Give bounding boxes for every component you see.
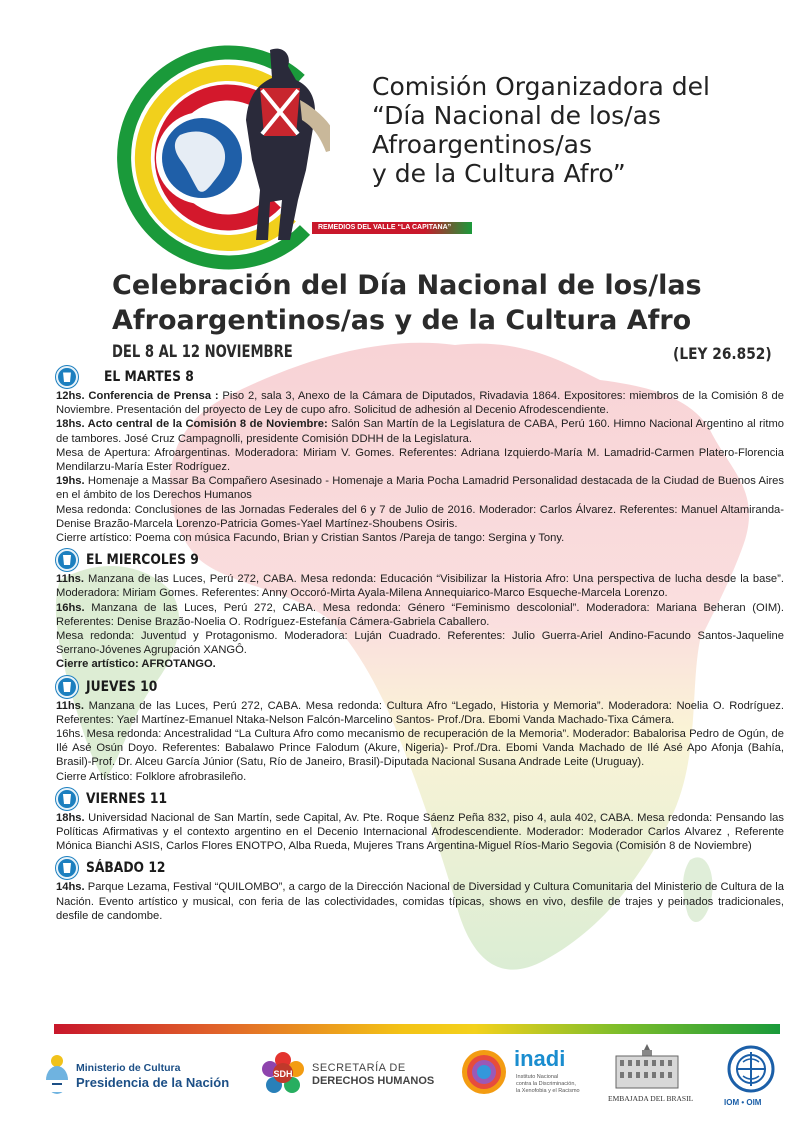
drum-icon (56, 857, 78, 879)
ministerio-cultura-logo (44, 1054, 244, 1104)
day-block-martes (56, 365, 784, 545)
day-label: SÁBADO 12 (86, 860, 166, 877)
event-text: Universidad Nacional de San Martín, sede Capital, Av. Pte. Roque Sáenz Peña 832, piso 4, aula 402, CABA. Mesa redonda: Pensando las Políticas Afirmativas y el contexto argentino en el Decenio Internacional Afrodescendiente. Moderador: Moderador Carlos Alvarez , Referente Mónica Bianchi ASIS, Carlos Flores ENOTPO, Alba Rueda, Mujeres Trans Argentina-Miguel Ríos-Mario Segovia (Comisión 8 de Noviembre) (56, 811, 784, 853)
sdh-line-1: SECRETARÍA DE (312, 1062, 406, 1074)
day-label: JUEVES 10 (86, 678, 158, 695)
event-time: 14hs. (56, 881, 85, 894)
event-text: Cierre Artístico: Folklore afrobrasileño. (56, 770, 247, 783)
event-dates: DEL 8 AL 12 NOVIEMBRE (112, 342, 293, 362)
event-text: Manzana de las Luces, Perú 272, CABA. Mesa redonda: Educación “Visibilizar la Historia Afro: Una perspectiva de lucha desde la base”. Moderadora: Miriam Gomes. Referentes: Anny Occoró-Mirta Ayala-Milena Annequiarico-Marco Esqueche-Marcela Lorenzo. (56, 573, 784, 600)
org-title-line: “Día Nacional de los/as (372, 101, 661, 130)
event-time: 18hs. Acto central de la Comisión 8 de Noviembre: (56, 418, 328, 431)
event-title (112, 268, 792, 338)
embajada-brasil-logo (608, 1042, 708, 1112)
organizing-commission-title (372, 72, 792, 188)
event-text: Manzana de las Luces, Perú 272, CABA. Mesa redonda: Género “Feminismo descolonial”. Moderadora: Mariana Beheran (OIM). Referentes: Denise Brazão-Noelia O. Rodríguez-Estefanía Cámera-Gabriela Caballero. (56, 601, 784, 628)
sponsor-logos (40, 1040, 784, 1120)
color-divider-bar (54, 1024, 780, 1034)
event-title-line-1: Celebración del Día Nacional de los/las (112, 270, 702, 301)
inadi-sub-3: la Xenofobia y el Racismo (516, 1088, 580, 1094)
event-paragraph (56, 572, 784, 600)
event-paragraph (56, 601, 784, 629)
event-paragraph (56, 699, 784, 727)
event-paragraph (56, 446, 784, 474)
commission-logo (100, 40, 330, 270)
event-time: 16hs. (56, 601, 85, 614)
embassy-building-icon (612, 1042, 682, 1090)
inadi-sub-2: contra la Discriminación, (516, 1081, 576, 1087)
sdh-badge-text: SDH (273, 1069, 293, 1079)
event-time: 18hs. (56, 811, 85, 824)
ministerio-line-1: Ministerio de Cultura (76, 1062, 181, 1074)
event-text: Salón San Martín de la Legislatura de CABA, Perú 160. Himno Nacional Argentino al ritmo de tambores. José Cruz Campagnolli, presidente Comisión DDHH de la Legislatura. (56, 418, 784, 445)
sdh-logo (260, 1050, 440, 1104)
event-paragraph (56, 389, 784, 417)
sdh-flower-icon (260, 1050, 306, 1096)
event-paragraph (56, 770, 784, 784)
day-label: EL MIERCOLES 9 (86, 552, 199, 569)
day-label: VIERNES 11 (86, 790, 168, 807)
day-block-jueves (56, 675, 784, 784)
event-time: 12hs. Conferencia de Prensa : (56, 390, 219, 402)
event-paragraph (56, 503, 784, 531)
ministerio-line-2: Presidencia de la Nación (76, 1075, 230, 1090)
event-text: Cierre artístico: Poema con música Facundo, Brian y Cristian Santos /Pareja de tango: Sergina y Tony. (56, 532, 565, 545)
event-text: Manzana de las Luces, Perú 272, CABA. Mesa redonda: Cultura Afro “Legado, Historia y Memoria”. Moderadora: Noelia O. Rodríguez. Referentes: Yael Martínez-Emanuel Ntaka-Nelson Falcón-Marcelino Santos- Prof./Dra. Ebomi Vanda Machado-Tixa Cámera. (56, 699, 784, 726)
ribbon-text: REMEDIOS DEL VALLE “LA CAPITANA” (318, 224, 452, 231)
day-header (56, 365, 784, 389)
event-time: 11hs. (56, 699, 84, 712)
sdh-line-2: DERECHOS HUMANOS (312, 1075, 435, 1087)
day-header (56, 787, 784, 811)
day-block-miercoles (56, 548, 784, 671)
day-label: EL MARTES 8 (104, 369, 194, 385)
event-paragraph (56, 417, 784, 445)
event-paragraph (56, 474, 784, 502)
event-paragraph (56, 629, 784, 657)
iom-logo (720, 1044, 782, 1112)
event-paragraph (56, 880, 784, 923)
day-block-sabado (56, 856, 784, 923)
drum-icon (56, 549, 78, 571)
org-title-line: Comisión Organizadora del (372, 72, 710, 101)
drum-icon (56, 676, 78, 698)
inadi-rosette-icon (460, 1048, 508, 1096)
event-text: Mesa redonda: Juventud y Protagonismo. Moderadora: Luján Cuadrado. Referentes: Julio Guerra-Ariel Andino-Facundo Santos-Jaqueline Serrano-Jóvenes Agrupación XANGÔ. (56, 630, 784, 657)
event-paragraph (56, 727, 784, 770)
event-text: Homenaje a Massar Ba Compañero Asesinado - Homenaje a Maria Pocha Lamadrid Personalidad destacada de la Ciudad de Buenos Aires en el ámbito de los Derechos Humanos (56, 475, 784, 502)
capitana-ribbon (312, 222, 472, 234)
event-text: 16hs. Mesa redonda: Ancestralidad “La Cultura Afro como mecanismo de recuperación de la Memoria”. Moderador: Babalorisa Pedro de Ogún, de Ilé Asé Osún Doyo. Referentes: Babalawo Prince Falodum (Akure, Nigeria)- Prof./Dra. Ebomi Vanda Machado de Ilé Asé Apo Afonja (Bahía, Brasil)-Prof. Dr. Alceu García Júnior (Satu, Río de Janeiro, Brasil)-Diputada Nacional Susana Andrade Leite (Uruguay). (56, 728, 784, 769)
event-paragraph (56, 811, 784, 854)
event-time: 19hs. (56, 475, 85, 488)
program-schedule (56, 362, 784, 923)
day-header (56, 856, 784, 880)
inadi-logo (460, 1046, 590, 1108)
argentina-coat-of-arms-icon (44, 1054, 70, 1096)
event-text: Parque Lezama, Festival “QUILOMBO”, a cargo de la Dirección Nacional de Diversidad y Cultura Comunitaria del Ministerio de Cultura de la Nación. Evento artístico y musical, con feria de las colectividades, comidas típicas, shows en vivo, desfile de trajes y peinados tradicionales, desfile de candombe. (56, 881, 784, 922)
inadi-name: inadi (514, 1046, 566, 1071)
event-text: Piso 2, sala 3, Anexo de la Cámara de Diputados, Rivadavia 1864. Expositores: miembros de la Comisión 8 de Noviembre. Presentación del proyecto de Ley de cupo afro. Solicitud de adhesión al Decenio Afrodescendiente. (56, 390, 784, 417)
event-text: Mesa de Apertura: Afroargentinas. Moderadora: Miriam V. Gomes. Referentes: Adriana Izquierdo-María M. Lamadrid-Carmen Platero-Florencia Mendilarzu-María Ester Rodríguez. (56, 446, 784, 474)
event-text: Mesa redonda: Conclusiones de las Jornadas Federales del 6 y 7 de Julio de 2016. Moderador: Carlos Álvarez. Referentes: Manuel Altamiranda- Denise Brazão-Marcela Lorenzo-Patricia Gomes-Yael Martínez-Shoubens Osiris. (56, 503, 784, 530)
day-block-viernes (56, 787, 784, 854)
event-time: 11hs. (56, 573, 84, 586)
iom-label: IOM • OIM (724, 1098, 762, 1107)
law-reference: (LEY 26.852) (673, 344, 772, 363)
event-paragraph (56, 657, 784, 671)
org-title-line: Afroargentinos/as (372, 130, 592, 159)
event-paragraph (56, 531, 784, 545)
day-header (56, 548, 784, 572)
drum-icon (56, 788, 78, 810)
iom-globe-icon (726, 1044, 776, 1094)
day-header (56, 675, 784, 699)
inadi-sub-1: Instituto Nacional (516, 1074, 559, 1080)
drum-icon (56, 366, 78, 388)
org-title-line: y de la Cultura Afro” (372, 159, 626, 188)
closing-act: Cierre artístico: AFROTANGO. (56, 658, 216, 671)
embajada-label: EMBAJADA DEL BRASIL (608, 1094, 694, 1103)
event-title-line-2: Afroargentinos/as y de la Cultura Afro (112, 305, 692, 336)
